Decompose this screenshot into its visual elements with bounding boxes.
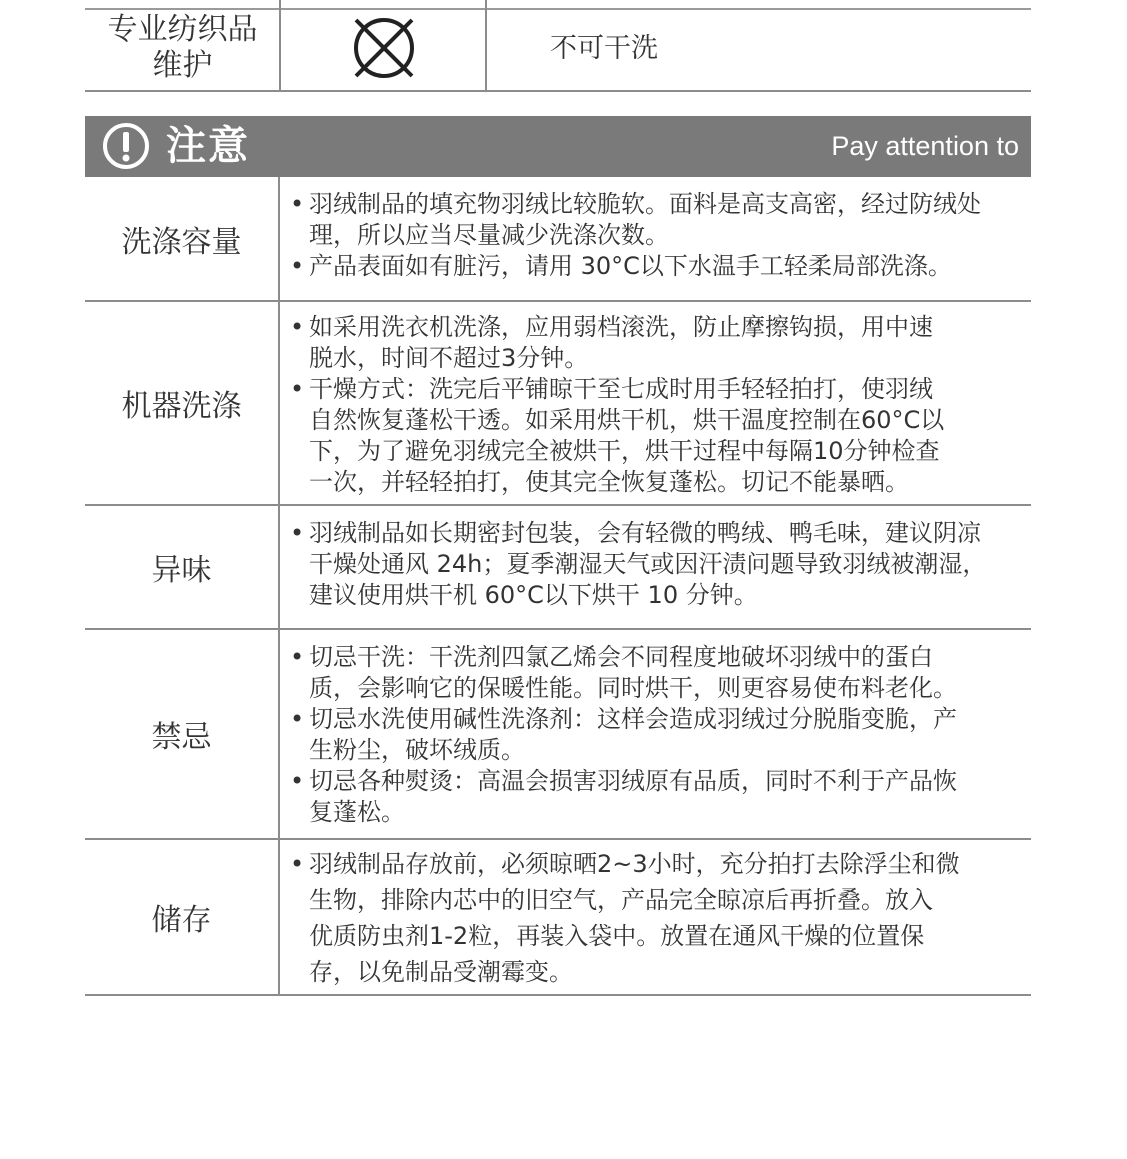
divider — [485, 0, 487, 90]
banner-title: 注意 — [166, 123, 250, 169]
list-item: 羽绒制品如长期密封包装，会有轻微的鸭绒、鸭毛味，建议阴凉 干燥处通风 24h；夏季潮湿天气或因汗渍问题导致羽绒被潮湿， 建议使用烘干机 60°C以下烘干 10 分钟。 — [309, 519, 987, 609]
list-item: 羽绒制品的填充物羽绒比较脆软。面料是高支高密，经过防绒处 理，所以应当尽量减少洗涤次数。 — [309, 190, 981, 249]
row-category: 洗涤容量 — [121, 224, 242, 260]
row-content — [278, 630, 1031, 838]
list-item: 羽绒制品存放前，必须晾晒2~3小时，充分拍打去除浮尘和微 生物，排除内芯中的旧空气，产品完全晾凉后再折叠。放入 优质防虫剂1-2粒，再装入袋中。放置在通风干燥的位置保 存，以免制品受潮霉变。 — [309, 850, 960, 986]
laundry-symbol-table — [85, 0, 1031, 92]
list-item: 产品表面如有脏污，请用 30°C以下水温手工轻柔局部洗涤。 — [309, 252, 952, 280]
bullet: • — [290, 252, 305, 280]
list-item: 切忌水洗使用碱性洗涤剂：这样会造成羽绒过分脱脂变脆，产 生粉尘，破坏绒质。 — [309, 705, 957, 764]
list-item: 如采用洗衣机洗涤，应用弱档滚洗，防止摩擦钩损，用中速 脱水，时间不超过3分钟。 — [309, 313, 933, 372]
table-row — [85, 506, 1031, 630]
bullet: • — [290, 519, 305, 547]
bullet: • — [290, 705, 305, 733]
attention-banner — [85, 116, 1031, 177]
row-content — [278, 177, 1031, 300]
row-category: 储存 — [151, 903, 212, 938]
list-item: 干燥方式：洗完后平铺晾干至七成时用手轻轻拍打，使羽绒 自然恢复蓬松干透。如采用烘干机，烘干温度控制在60°C以 下，为了避免羽绒完全被烘干，烘干过程中每隔10分钟检查 一次，并轻轻拍打，使其完全恢复蓬松。切记不能暴晒。 — [309, 375, 945, 496]
bullet: • — [290, 767, 305, 795]
care-category-label: 专业纺织品 维护 — [107, 12, 258, 83]
bullet: • — [290, 375, 305, 403]
row-category: 异味 — [151, 553, 212, 588]
banner-subtitle: Pay attention to — [831, 131, 1019, 161]
list-item: 切忌干洗：干洗剂四氯乙烯会不同程度地破坏羽绒中的蛋白 质，会影响它的保暖性能。同时烘干，则更容易使布料老化。 — [309, 643, 957, 702]
row-content — [278, 506, 1031, 628]
row-category: 禁忌 — [151, 720, 212, 755]
bullet: • — [290, 850, 305, 878]
symbol-description: 不可干洗 — [550, 33, 658, 64]
list-item: 切忌各种熨烫：高温会损害羽绒原有品质，同时不利于产品恢 复蓬松。 — [309, 767, 957, 826]
bullet: • — [290, 190, 305, 218]
exclamation-circle-icon — [101, 121, 151, 171]
table-row — [85, 302, 1031, 506]
bullet: • — [290, 313, 305, 341]
table-row — [85, 630, 1031, 840]
table-row — [85, 840, 1031, 996]
divider — [85, 8, 1031, 10]
table-row — [85, 177, 1031, 302]
row-content — [278, 302, 1031, 504]
row-category: 机器洗涤 — [121, 389, 242, 424]
bullet: • — [290, 643, 305, 671]
row-content — [278, 840, 1031, 994]
no-dry-clean-icon — [349, 13, 419, 83]
